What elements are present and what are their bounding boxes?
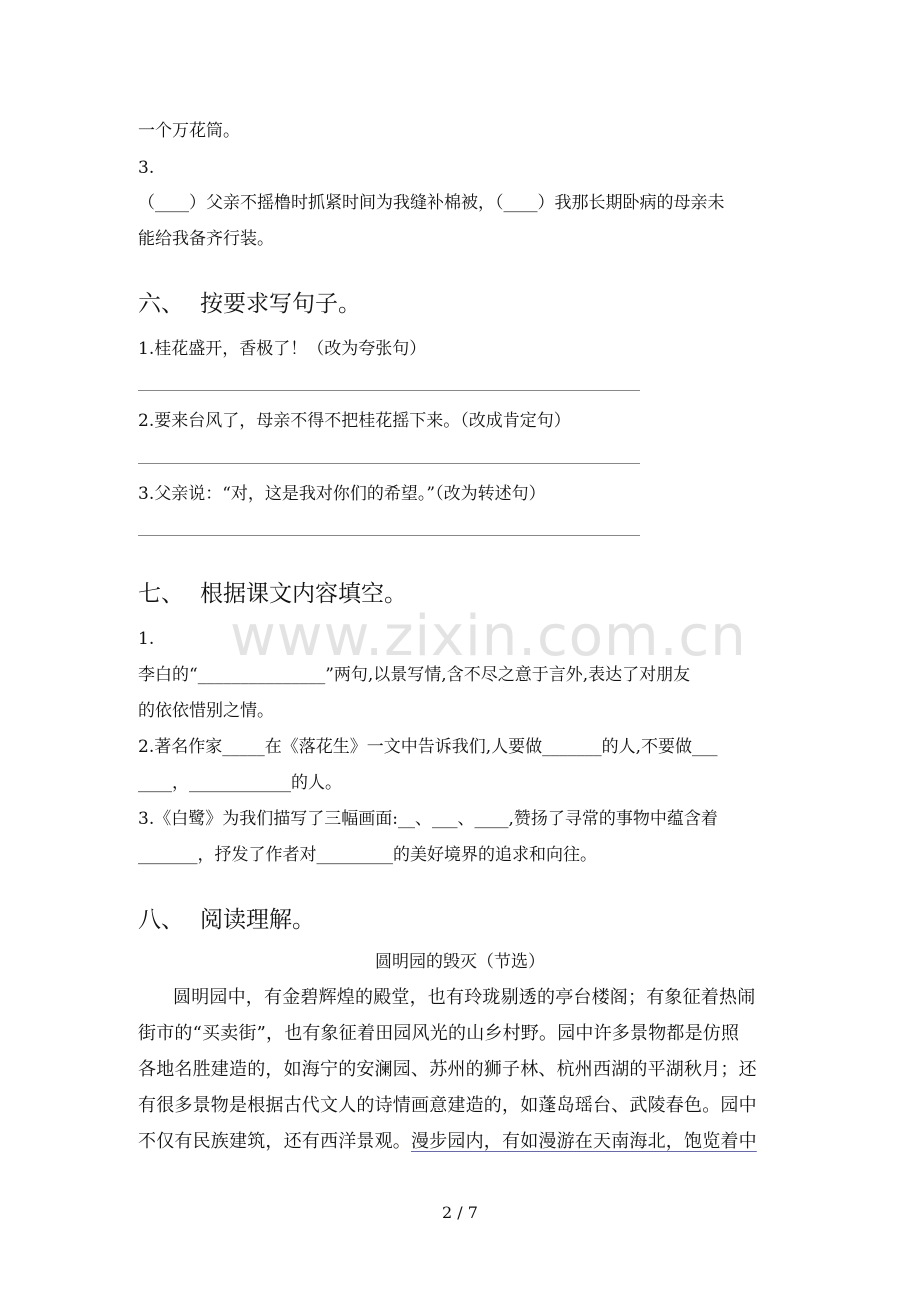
article-line-1: 圆明园中，有金碧辉煌的殿堂，也有玲珑剔透的亭台楼阁；有象征着热闹 xyxy=(173,987,756,1008)
section5-item3-line2: 能给我备齐行装。 xyxy=(138,229,274,249)
answer-line-2[interactable] xyxy=(138,463,640,464)
section8-title: 阅读理解。 xyxy=(200,907,315,933)
answer-line-1[interactable] xyxy=(138,390,640,391)
section7-q3-line2: _______，抒发了作者对_________的美好境界的追求和向往。 xyxy=(138,845,597,865)
section6-heading xyxy=(138,288,361,320)
section7-q1-number: 1. xyxy=(138,629,155,649)
section7-q2-line1: 2.著名作家_____在《落花生》一文中告诉我们,人要做_______的人,不要做___ xyxy=(138,737,718,757)
section8-number: 八、 xyxy=(138,907,184,933)
section5-item3-line1: （____）父亲不摇橹时抓紧时间为我缝补棉被，（____）我那长期卧病的母亲未 xyxy=(138,193,725,213)
section5-item3-number: 3. xyxy=(138,158,155,178)
section6-question-2: 2.要来台风了，母亲不得不把桂花摇下来。（改成肯定句） xyxy=(138,411,571,431)
section8-heading xyxy=(138,904,315,936)
article-line-2: 街市的“买卖街”，也有象征着田园风光的山乡村野。园中许多景物都是仿照 xyxy=(138,1023,740,1044)
section5-text-line: 一个万花筒。 xyxy=(138,121,240,141)
article-line-5-plain: 不仅有民族建筑，还有西洋景观。 xyxy=(138,1131,411,1152)
article-line-3: 各地名胜建造的，如海宁的安澜园、苏州的狮子林、杭州西湖的平湖秋月；还 xyxy=(138,1059,757,1080)
section7-q1-line2: 的依依惜别之情。 xyxy=(138,701,274,721)
section7-q2-line2: ____，____________的人。 xyxy=(138,773,342,793)
article-line-5 xyxy=(138,1129,757,1155)
section6-number: 六、 xyxy=(138,291,184,317)
article-line-4: 有很多景物是根据古代文人的诗情画意建造的，如蓬岛瑶台、武陵春色。园中 xyxy=(138,1095,757,1116)
section7-heading xyxy=(138,578,407,610)
answer-line-3[interactable] xyxy=(138,535,640,536)
article-title: 圆明园的毁灭（节选） xyxy=(375,952,545,972)
section7-number: 七、 xyxy=(138,581,184,607)
section7-q3-line1: 3.《白鹭》为我们描写了三幅画面:__、___、____,赞扬了寻常的事物中蕴含着 xyxy=(138,809,718,829)
page-number: 2 / 7 xyxy=(442,1203,478,1222)
article-underlined-sentence: 漫步园内，有如漫游在天南海北，饱览着中 xyxy=(411,1131,757,1152)
section6-question-1: 1.桂花盛开，香极了！（改为夸张句） xyxy=(138,339,427,359)
section7-title: 根据课文内容填空。 xyxy=(200,581,407,607)
section6-title: 按要求写句子。 xyxy=(200,291,361,317)
section6-question-3: 3.父亲说：“对，这是我对你们的希望。”（改为转述句） xyxy=(138,484,546,504)
watermark: www.zixin.com.cn xyxy=(230,604,747,669)
section7-q1-line1: 李白的“_______________”两句,以景写情,含不尽之意于言外,表达了对朋友 xyxy=(138,665,691,685)
